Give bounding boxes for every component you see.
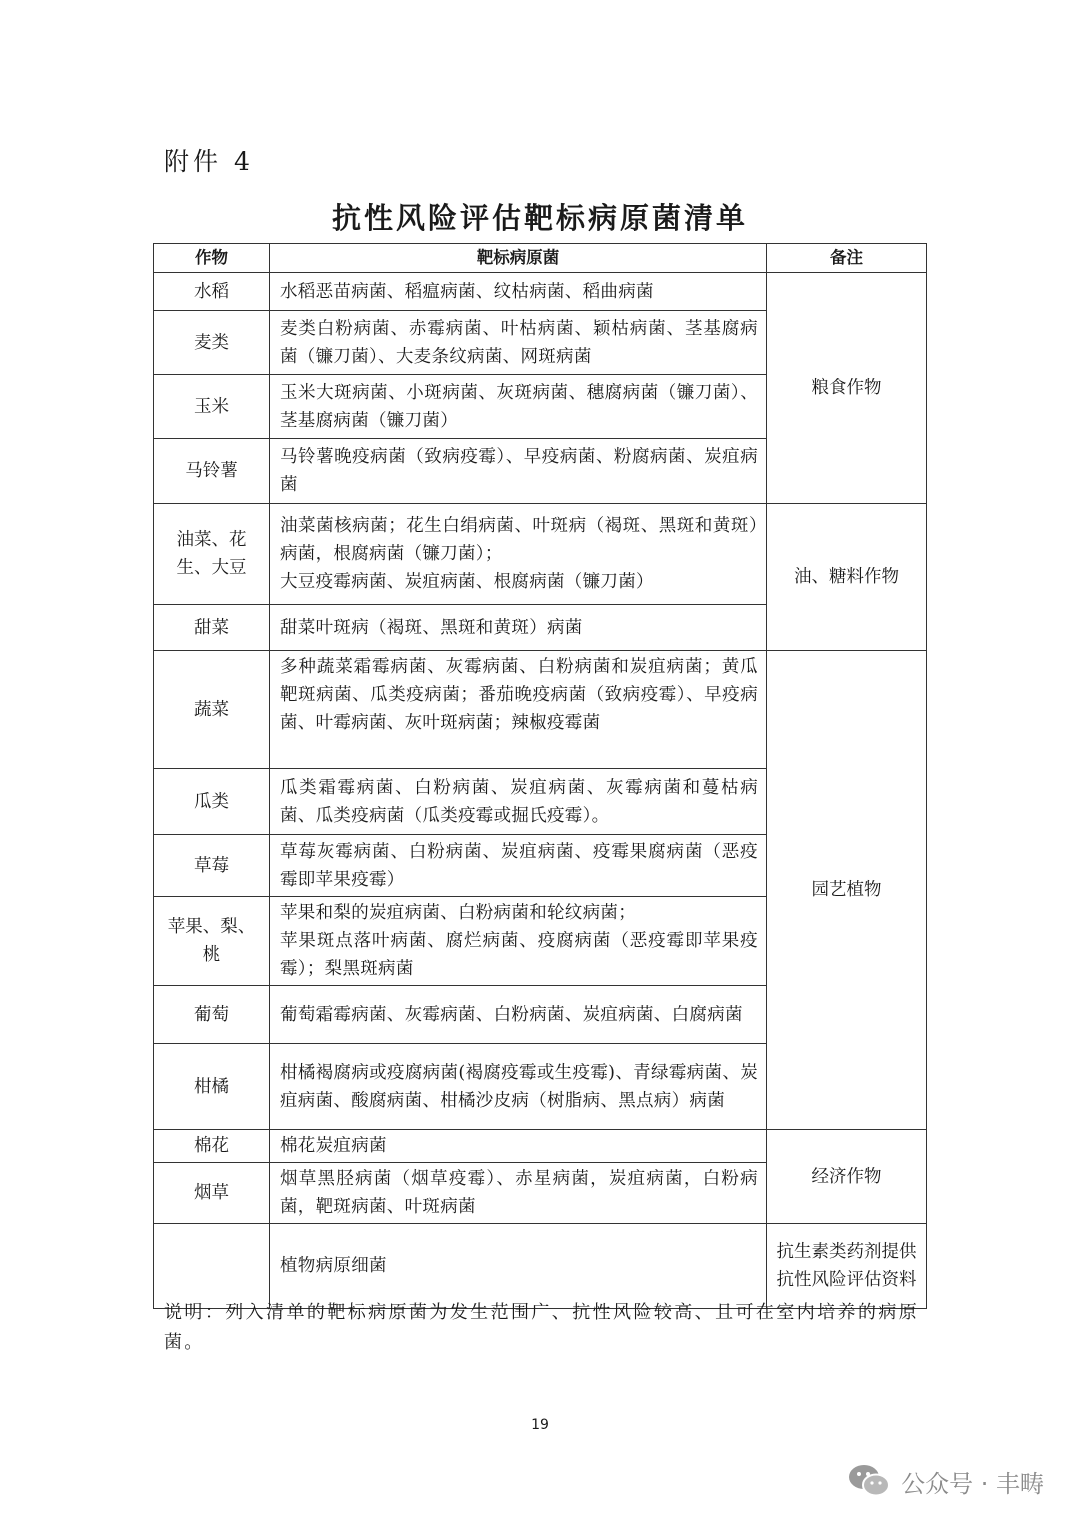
remark-cell-oil-sugar: 油、糖料作物 xyxy=(767,504,927,651)
crop-cell: 葡萄 xyxy=(154,986,270,1044)
note-text: 说明：列入清单的靶标病原菌为发生范围广、抗性风险较高、且可在室内培养的病原菌。 xyxy=(164,1302,919,1353)
crop-cell: 柑橘 xyxy=(154,1044,270,1130)
watermark xyxy=(847,1462,1044,1500)
remark-cell-antibiotic: 抗生素类药剂提供抗性风险评估资料 xyxy=(767,1224,927,1309)
table-row xyxy=(154,1224,927,1309)
pathogen-cell: 玉米大斑病菌、小斑病菌、灰斑病菌、穗腐病菌（镰刀菌）、茎基腐病菌（镰刀菌） xyxy=(270,375,767,439)
table-row xyxy=(154,1130,927,1163)
pathogen-cell xyxy=(270,897,767,986)
pathogen-cell: 水稻恶苗病菌、稻瘟病菌、纹枯病菌、稻曲病菌 xyxy=(270,273,767,311)
header-crop: 作物 xyxy=(154,244,270,273)
crop-cell xyxy=(154,1224,270,1309)
crop-cell: 油菜、花生、大豆 xyxy=(154,504,270,605)
pathogen-cell xyxy=(270,504,767,605)
remark-cell-grain: 粮食作物 xyxy=(767,273,927,504)
crop-cell: 马铃薯 xyxy=(154,439,270,504)
crop-cell: 棉花 xyxy=(154,1130,270,1163)
attachment-label: 附件 4 xyxy=(164,147,254,176)
pathogen-cell: 瓜类霜霉病菌、白粉病菌、炭疽病菌、灰霉病菌和蔓枯病菌、瓜类疫病菌（瓜类疫霉或掘氏疫霉）。 xyxy=(270,769,767,835)
wechat-icon xyxy=(847,1462,891,1500)
pathogen-cell: 柑橘褐腐病或疫腐病菌(褐腐疫霉或生疫霉)、青绿霉病菌、炭疽病菌、酸腐病菌、柑橘沙皮病（树脂病、黑点病）病菌 xyxy=(270,1044,767,1130)
pathogen-cell: 马铃薯晚疫病菌（致病疫霉）、早疫病菌、粉腐病菌、炭疽病菌 xyxy=(270,439,767,504)
crop-cell: 苹果、梨、桃 xyxy=(154,897,270,986)
table-row xyxy=(154,651,927,769)
pathogen-cell: 葡萄霜霉病菌、灰霉病菌、白粉病菌、炭疽病菌、白腐病菌 xyxy=(270,986,767,1044)
pathogen-line: 苹果和梨的炭疽病菌、白粉病菌和轮纹病菌； xyxy=(280,903,636,923)
table-row xyxy=(154,504,927,605)
crop-cell: 草莓 xyxy=(154,835,270,897)
table-row xyxy=(154,273,927,311)
crop-cell: 玉米 xyxy=(154,375,270,439)
pathogen-cell: 麦类白粉病菌、赤霉病菌、叶枯病菌、颖枯病菌、茎基腐病菌（镰刀菌）、大麦条纹病菌、网斑病菌 xyxy=(270,311,767,375)
watermark-text: 公众号 · 丰畴 xyxy=(901,1469,1044,1498)
crop-cell: 麦类 xyxy=(154,311,270,375)
crop-cell: 甜菜 xyxy=(154,605,270,651)
remark-cell-horticulture: 园艺植物 xyxy=(767,651,927,1130)
remark-cell-economic: 经济作物 xyxy=(767,1130,927,1224)
crop-cell: 瓜类 xyxy=(154,769,270,835)
pathogen-cell: 棉花炭疽病菌 xyxy=(270,1130,767,1163)
crop-cell: 烟草 xyxy=(154,1163,270,1224)
pathogen-cell: 多种蔬菜霜霉病菌、灰霉病菌、白粉病菌和炭疽病菌；黄瓜靶斑病菌、瓜类疫病菌；番茄晚疫病菌（致病疫霉）、早疫病菌、叶霉病菌、灰叶斑病菌；辣椒疫霉菌 xyxy=(270,651,767,769)
crop-cell: 蔬菜 xyxy=(154,651,270,769)
pathogen-line: 油菜菌核病菌；花生白绢病菌、叶斑病（褐斑、黑斑和黄斑）病菌，根腐病菌（镰刀菌）； xyxy=(280,516,758,564)
pathogen-cell: 甜菜叶斑病（褐斑、黑斑和黄斑）病菌 xyxy=(270,605,767,651)
page-number: 19 xyxy=(531,1417,549,1433)
crop-cell: 水稻 xyxy=(154,273,270,311)
pathogen-line: 大豆疫霉病菌、炭疽病菌、根腐病菌（镰刀菌） xyxy=(280,572,654,592)
header-remark: 备注 xyxy=(767,244,927,273)
pathogen-cell: 草莓灰霉病菌、白粉病菌、炭疽病菌、疫霉果腐病菌（恶疫霉即苹果疫霉） xyxy=(270,835,767,897)
header-pathogen: 靶标病原菌 xyxy=(270,244,767,273)
pathogen-cell: 烟草黑胫病菌（烟草疫霉）、赤星病菌，炭疽病菌，白粉病菌，靶斑病菌、叶斑病菌 xyxy=(270,1163,767,1224)
pathogen-cell: 植物病原细菌 xyxy=(270,1224,767,1309)
document-title: 抗性风险评估靶标病原菌清单 xyxy=(331,201,748,235)
pathogen-table xyxy=(153,243,927,1309)
table-header-row xyxy=(154,244,927,273)
pathogen-line: 苹果斑点落叶病菌、腐烂病菌、疫腐病菌（恶疫霉即苹果疫霉）；梨黑斑病菌 xyxy=(280,931,758,979)
